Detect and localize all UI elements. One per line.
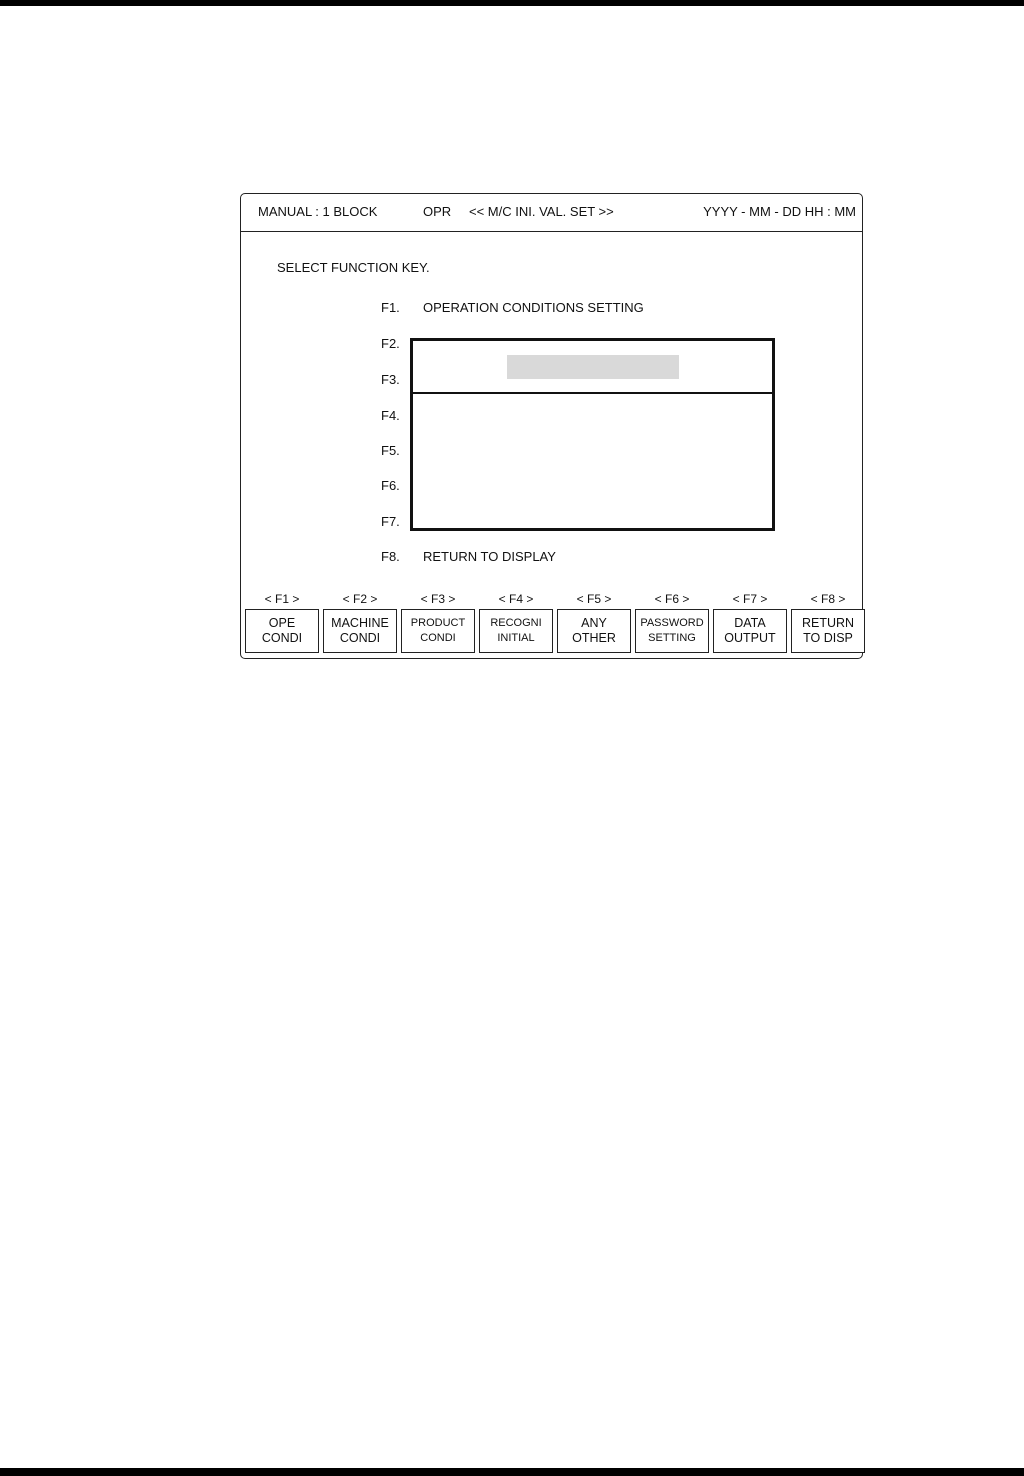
ope-condi-button[interactable]: [245, 609, 319, 653]
instruction-prompt: SELECT FUNCTION KEY.: [277, 260, 430, 275]
function-description: OPERATION CONDITIONS SETTING: [423, 300, 644, 315]
button-line: TO DISP: [803, 631, 853, 645]
button-line: MACHINE: [331, 616, 389, 630]
machine-condi-button[interactable]: [323, 609, 397, 653]
return-to-disp-button[interactable]: [791, 609, 865, 653]
button-line: INITIAL: [497, 632, 535, 644]
function-key-number: F6.: [381, 478, 400, 493]
button-line: DATA: [734, 616, 766, 630]
screen-title: << M/C INI. VAL. SET >>: [469, 204, 614, 219]
button-line: CONDI: [261, 631, 303, 645]
page-bottom-rule: [0, 1468, 1024, 1476]
password-popup: [410, 338, 775, 531]
function-item-f1[interactable]: [381, 300, 644, 315]
password-setting-button[interactable]: [635, 609, 709, 653]
softkey-label-f7: < F7 >: [732, 592, 768, 606]
softkey-label-f6: < F6 >: [654, 592, 690, 606]
product-condi-button[interactable]: [401, 609, 475, 653]
popup-header: [413, 341, 772, 394]
button-line: RETURN: [801, 616, 855, 630]
function-key-number: F1.: [381, 300, 400, 315]
softkey-label-f5: < F5 >: [576, 592, 612, 606]
status-bar: [241, 194, 862, 232]
button-line: OPE: [268, 616, 296, 630]
function-item-f8[interactable]: [381, 549, 556, 564]
any-other-button[interactable]: [557, 609, 631, 653]
page-top-rule: [0, 0, 1024, 6]
button-line: RECOGNI: [490, 617, 542, 629]
date-time: YYYY - MM - DD HH : MM: [703, 204, 856, 219]
button-line: SETTING: [648, 632, 696, 644]
recogni-initial-button[interactable]: [479, 609, 553, 653]
operator-indicator: OPR: [423, 204, 452, 219]
data-output-button[interactable]: [713, 609, 787, 653]
softkey-label-f8: < F8 >: [810, 592, 846, 606]
function-key-number: F4.: [381, 408, 400, 423]
softkey-label-f1: < F1 >: [264, 592, 300, 606]
button-line: CONDI: [339, 631, 381, 645]
button-line: OUTPUT: [724, 631, 776, 645]
button-line: PASSWORD: [640, 617, 704, 629]
function-key-number: F8.: [381, 549, 400, 564]
button-line: ANY: [581, 616, 607, 630]
function-key-number: F2.: [381, 336, 400, 351]
password-input[interactable]: [507, 355, 679, 379]
function-key-number: F7.: [381, 514, 400, 529]
function-key-number: F5.: [381, 443, 400, 458]
softkey-bar: [245, 592, 859, 654]
softkey-label-f4: < F4 >: [498, 592, 534, 606]
control-screen: [240, 193, 863, 659]
softkey-label-f3: < F3 >: [420, 592, 456, 606]
operation-mode: MANUAL : 1 BLOCK: [258, 204, 378, 219]
softkey-label-f2: < F2 >: [342, 592, 378, 606]
function-description: RETURN TO DISPLAY: [423, 549, 556, 564]
button-line: CONDI: [420, 632, 456, 644]
button-line: OTHER: [572, 631, 616, 645]
button-line: PRODUCT: [410, 617, 466, 629]
function-key-number: F3.: [381, 372, 400, 387]
